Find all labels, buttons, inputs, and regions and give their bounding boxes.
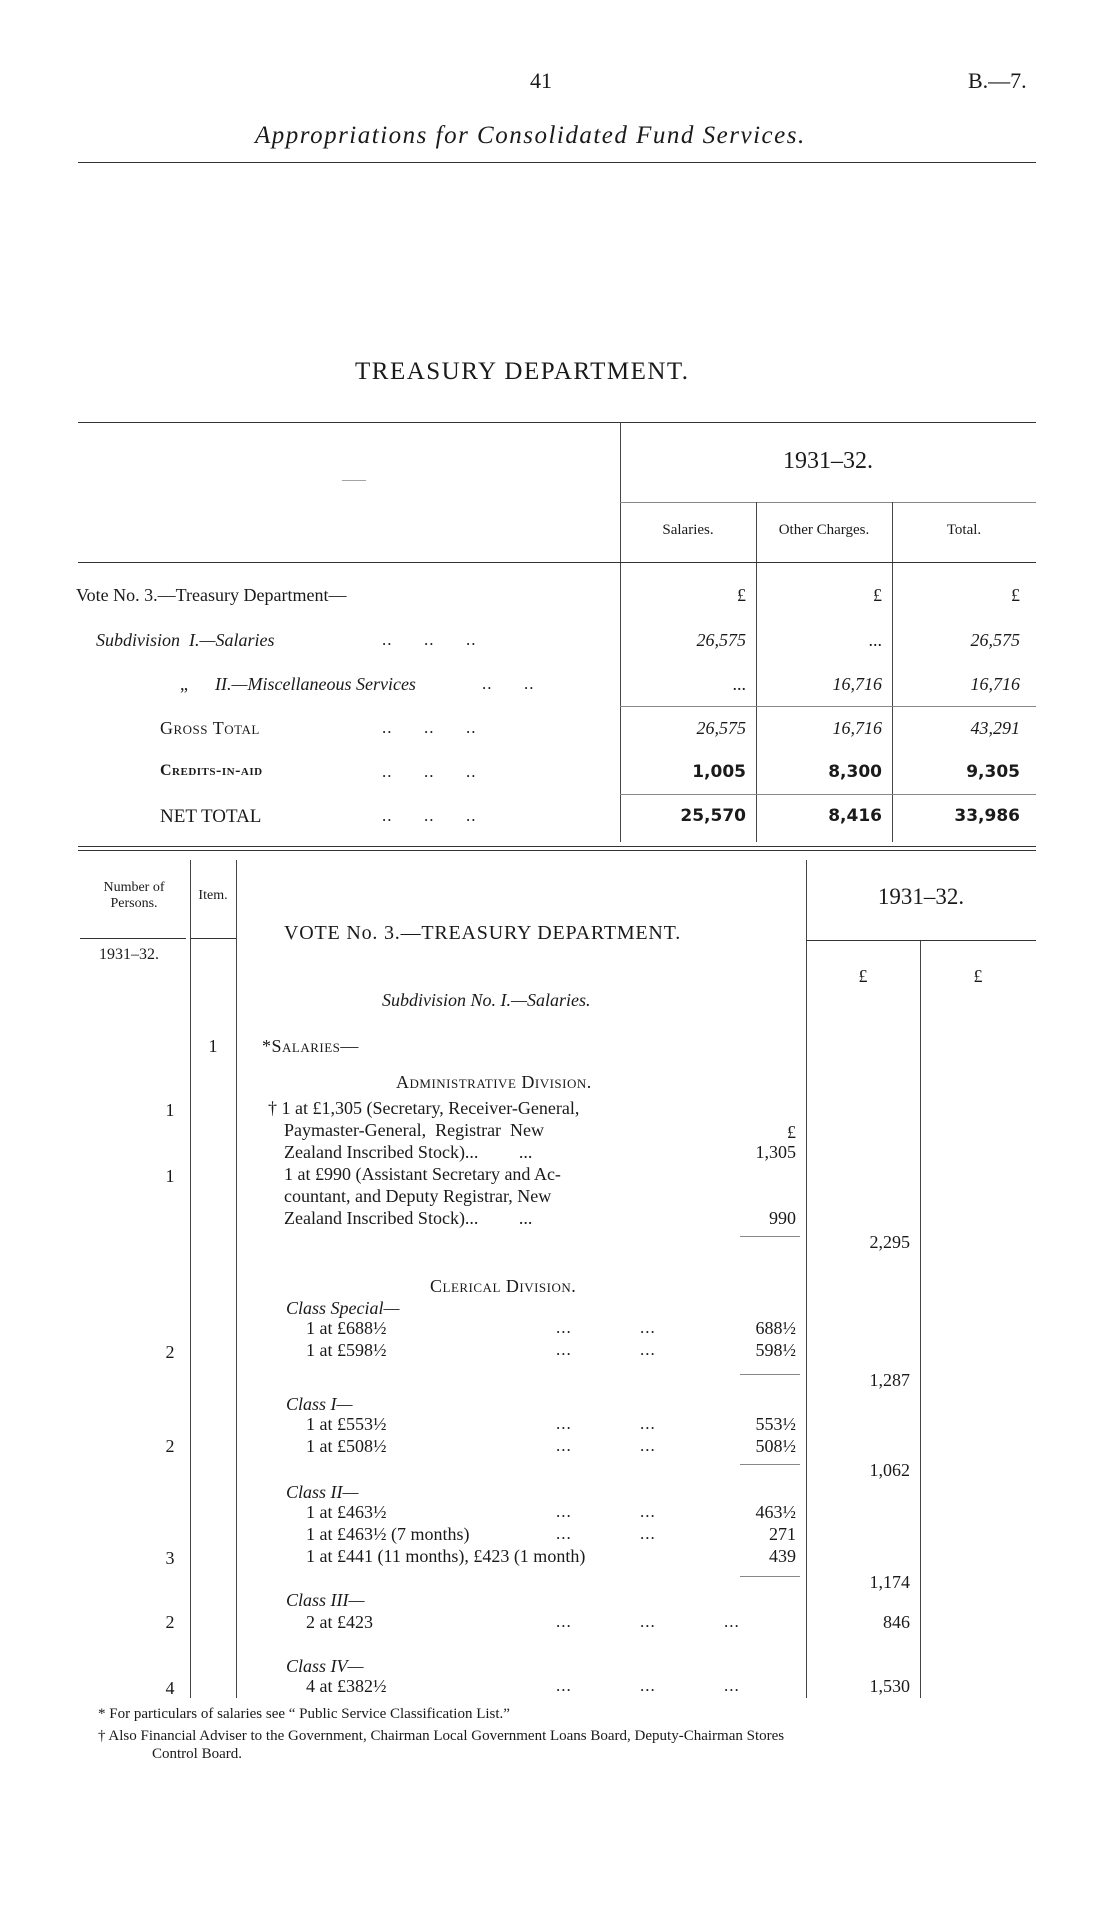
footnote-financial-adviser: † Also Financial Adviser to the Government, Chairman Local Government Loans Board, Deputy-Chairman Stores	[98, 1728, 785, 1744]
vote-title: VOTE No. 3.—TREASURY DEPARTMENT.	[284, 922, 682, 944]
page-number: 41	[530, 68, 552, 93]
col-item: Item.	[198, 888, 228, 903]
detail-currency-1: £	[858, 966, 868, 986]
col-other-charges: Other Charges.	[778, 522, 870, 538]
footnote-salaries: * For particulars of salaries see “ Public Service Classification List.”	[98, 1706, 510, 1722]
persons-year: 1931–32.	[99, 946, 159, 963]
currency-total: £	[1011, 585, 1020, 605]
currency-other: £	[873, 585, 882, 605]
item-number: 1	[208, 1036, 218, 1056]
col-number-of-persons: Number of Persons.	[103, 880, 165, 911]
document-reference: B.—7.	[968, 68, 1027, 93]
administrative-division-heading: Administrative Division.	[396, 1072, 592, 1092]
currency-salaries: £	[737, 585, 746, 605]
page-title: Appropriations for Consolidated Fund Services.	[255, 122, 806, 149]
subdivision-title: Subdivision No. I.—Salaries.	[382, 990, 591, 1010]
col-total: Total.	[946, 522, 982, 538]
department-title: TREASURY DEPARTMENT.	[355, 358, 690, 385]
blank-dash: ——	[342, 472, 366, 486]
clerical-division-heading: Clerical Division.	[430, 1276, 577, 1296]
col-salaries: Salaries.	[662, 522, 714, 538]
summary-year: 1931–32.	[783, 448, 873, 474]
admin-total: 2,295	[869, 1232, 910, 1252]
footnote-financial-adviser-cont: Control Board.	[152, 1746, 242, 1762]
detail-year: 1931–32.	[877, 884, 965, 909]
detail-currency-2: £	[973, 966, 983, 986]
header-rule	[78, 162, 1036, 163]
vote-label: Vote No. 3.—Treasury Department—	[76, 585, 347, 605]
salaries-heading: *Salaries—	[262, 1036, 359, 1056]
